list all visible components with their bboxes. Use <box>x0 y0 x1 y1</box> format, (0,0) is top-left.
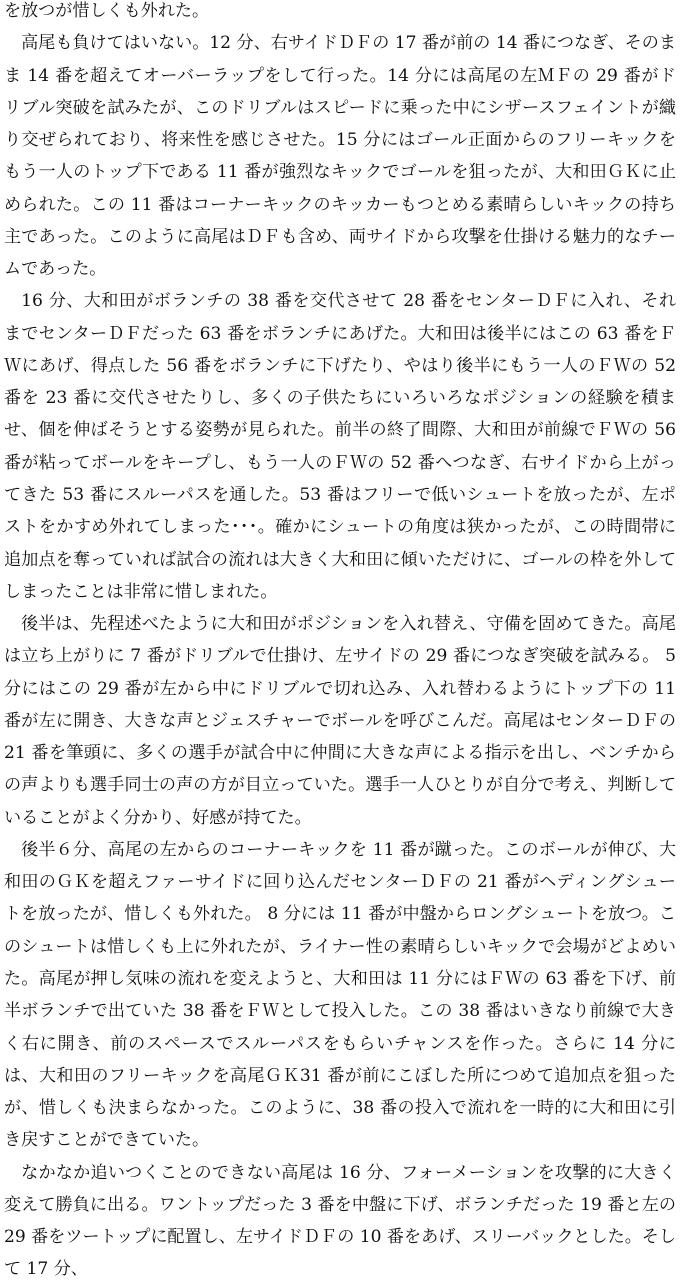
paragraph-continuation: を放つが惜しくも外れた。 <box>4 1 210 21</box>
paragraph-second-half-start: 後半は、先程述べたように大和田がポジションを入れ替え、守備を固めてきた。高尾は立ち上がりに 7 番がドリブルで仕掛け、左サイドの 29 番につなぎ突破を試みる。 5 分にはこの 29 番が左から中にドリブルで切れ込み、入れ替わるようにトップ下の 11 番が左に開き、大きな声とジェスチャーでボールを呼びこんだ。高尾はセンターＤＦの 21 番を筆頭に、多くの選手が試合中に仲間に大きな声による指示を出し、ベンチからの声よりも選手同士の声の方が目立っていた。選手一人ひとりが自分で考え、判断していることがよく分かり、好感が持てた。 <box>4 614 676 828</box>
paragraph-owada-substitution: 16 分、大和田がボランチの 38 番を交代させて 28 番をセンターＤＦに入れ、それまでセンターＤＦだった 63 番をボランチにあげた。大和田は後半にはこの 63 番をＦＷにあげ、得点した 56 番をボランチに下げたり、やはり後半にもう一人のＦＷの 52 番を 23 番に交代させたりし、多くの子供たちにいろいろなポジションの経験を積ませ、個を伸ばそうとする姿勢が見られた。前半の終了間際、大和田が前線でＦＷの 56 番が粘ってボールをキープし、もう一人のＦＷの 52 番へつなぎ、右サイドから上がってきた 53 番にスルーパスを通した。53 番はフリーで低いシュートを放ったが、左ポストをかすめ外れてしまった･･･。確かにシュートの角度は狭かったが、この時間帯に追加点を奪っていれば試合の流れは大きく大和田に傾いただけに、ゴールの枠を外してしまったことは非常に惜しまれた。 <box>4 291 676 602</box>
paragraph-takao-attack: 高尾も負けてはいない。12 分、右サイドＤＦの 17 番が前の 14 番につなぎ、そのまま 14 番を超えてオーバーラップをして行った。14 分には高尾の左ＭＦの 29 番がドリブル突破を試みたが、このドリブルはスピードに乗った中にシザースフェイントが織り交ぜられており、将来性を感じさせた。15 分にはゴール正面からのフリーキックをもう一人のトップ下である 11 番が強烈なキックでゴールを狙ったが、大和田ＧＫに止められた。この 11 番はコーナーキックのキッカーもつとめる素晴らしいキックの持ち主であった。このように高尾はＤＦも含め、両サイドから攻撃を仕掛ける魅力的なチームであった。 <box>4 33 676 280</box>
article-body <box>4 0 676 1286</box>
paragraph-formation-change: なかなか追いつくことのできない高尾は 16 分、フォーメーションを攻撃的に大きく変えて勝負に出る。ワントップだった 3 番を中盤に下げ、ボランチだった 19 番と左の 29 番をツートップに配置し、左サイドＤＦの 10 番をあげ、スリーバックとした。そして 17 分、 <box>4 1162 676 1280</box>
paragraph-corner-kick: 後半６分、高尾の左からのコーナーキックを 11 番が蹴った。このボールが伸び、大和田のＧＫを超えファーサイドに回り込んだセンターＤＦの 21 番がヘディングシュートを放ったが、惜しくも外れた。 8 分には 11 番が中盤からロングシュートを放つ。このシュートは惜しくも上に外れたが、ライナー性の素晴らしいキックで会場がどよめいた。高尾が押し気味の流れを変えようと、大和田は 11 分にはＦＷの 63 番を下げ、前半ボランチで出ていた 38 番をＦＷとして投入した。この 38 番はいきなり前線で大きく右に開き、前のスペースでスルーパスをもらいチャンスを作った。さらに 14 分には、大和田のフリーキックを高尾ＧＫ31 番が前にこぼした所につめて追加点を狙ったが、惜しくも決まらなかった。このように、38 番の投入で流れを一時的に大和田に引き戻すことができていた。 <box>4 839 676 1151</box>
